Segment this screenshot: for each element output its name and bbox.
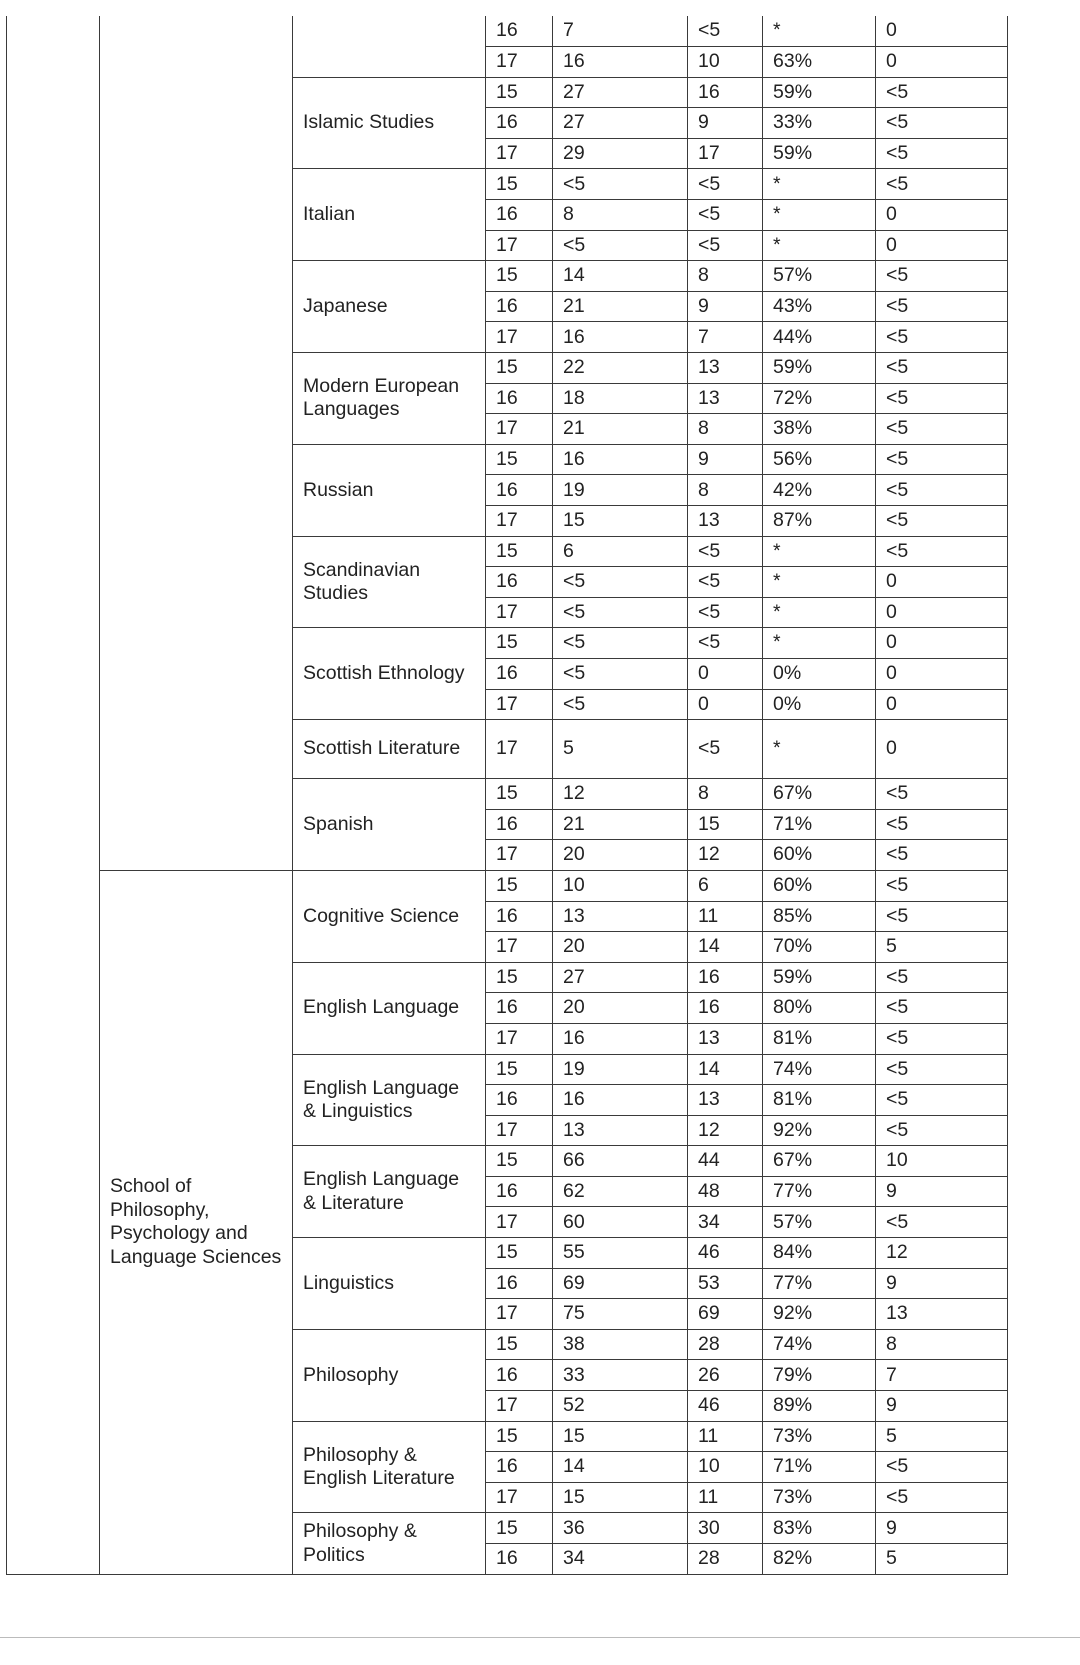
enrolled-cell: <5 bbox=[876, 779, 1008, 810]
offers-cell: 11 bbox=[688, 1421, 763, 1452]
enrolled-cell: 12 bbox=[876, 1238, 1008, 1269]
offers-cell: 28 bbox=[688, 1329, 763, 1360]
offer-rate-cell: 59% bbox=[763, 962, 876, 993]
offers-cell: 10 bbox=[688, 47, 763, 78]
offer-rate-cell: 67% bbox=[763, 1146, 876, 1177]
applications-cell: <5 bbox=[553, 567, 688, 598]
year-cell: 16 bbox=[486, 16, 553, 47]
offers-cell: 69 bbox=[688, 1299, 763, 1330]
year-cell: 15 bbox=[486, 444, 553, 475]
offer-rate-cell: 42% bbox=[763, 475, 876, 506]
offers-cell: 13 bbox=[688, 383, 763, 414]
applications-cell: 5 bbox=[553, 720, 688, 779]
applications-cell: 21 bbox=[553, 809, 688, 840]
enrolled-cell: 0 bbox=[876, 47, 1008, 78]
enrolled-cell: <5 bbox=[876, 108, 1008, 139]
offer-rate-cell: 81% bbox=[763, 1085, 876, 1116]
year-cell: 17 bbox=[486, 506, 553, 537]
offers-cell: <5 bbox=[688, 230, 763, 261]
year-cell: 15 bbox=[486, 1329, 553, 1360]
applications-cell: 27 bbox=[553, 962, 688, 993]
applications-cell: 27 bbox=[553, 108, 688, 139]
offers-cell: 9 bbox=[688, 108, 763, 139]
enrolled-cell: <5 bbox=[876, 444, 1008, 475]
offer-rate-cell: * bbox=[763, 169, 876, 200]
year-cell: 17 bbox=[486, 1482, 553, 1513]
subject-name-cell: Philosophy & Politics bbox=[293, 1513, 486, 1574]
enrolled-cell: 5 bbox=[876, 1544, 1008, 1575]
enrolled-cell: <5 bbox=[876, 1452, 1008, 1483]
applications-cell: 55 bbox=[553, 1238, 688, 1269]
applications-cell: 13 bbox=[553, 1115, 688, 1146]
offers-cell: 48 bbox=[688, 1176, 763, 1207]
subject-name-cell: Russian bbox=[293, 444, 486, 536]
applications-cell: 69 bbox=[553, 1268, 688, 1299]
applications-cell: 20 bbox=[553, 840, 688, 871]
enrolled-cell: <5 bbox=[876, 1115, 1008, 1146]
enrolled-cell: 0 bbox=[876, 720, 1008, 779]
offer-rate-cell: * bbox=[763, 567, 876, 598]
offer-rate-cell: 60% bbox=[763, 840, 876, 871]
offers-cell: <5 bbox=[688, 200, 763, 231]
offer-rate-cell: * bbox=[763, 16, 876, 47]
year-cell: 16 bbox=[486, 993, 553, 1024]
year-cell: 17 bbox=[486, 47, 553, 78]
year-cell: 17 bbox=[486, 720, 553, 779]
offers-cell: 9 bbox=[688, 291, 763, 322]
year-cell: 15 bbox=[486, 353, 553, 384]
offers-cell: 8 bbox=[688, 475, 763, 506]
enrolled-cell: <5 bbox=[876, 414, 1008, 445]
offer-rate-cell: 89% bbox=[763, 1391, 876, 1422]
offer-rate-cell: 70% bbox=[763, 932, 876, 963]
offers-cell: 46 bbox=[688, 1391, 763, 1422]
year-cell: 16 bbox=[486, 1452, 553, 1483]
year-cell: 16 bbox=[486, 1544, 553, 1575]
year-cell: 17 bbox=[486, 322, 553, 353]
year-cell: 16 bbox=[486, 108, 553, 139]
applications-cell: 6 bbox=[553, 536, 688, 567]
offers-cell: 16 bbox=[688, 77, 763, 108]
subject-name-cell bbox=[293, 16, 486, 77]
offers-cell: 13 bbox=[688, 353, 763, 384]
year-cell: 16 bbox=[486, 1085, 553, 1116]
enrolled-cell: <5 bbox=[876, 506, 1008, 537]
enrolled-cell: 9 bbox=[876, 1391, 1008, 1422]
year-cell: 17 bbox=[486, 1299, 553, 1330]
offers-cell: 46 bbox=[688, 1238, 763, 1269]
year-cell: 17 bbox=[486, 414, 553, 445]
applications-cell: 18 bbox=[553, 383, 688, 414]
year-cell: 16 bbox=[486, 567, 553, 598]
subject-name-cell: Modern European Languages bbox=[293, 353, 486, 445]
school-name-cell: School of Philosophy, Psychology and Language Sciences bbox=[100, 870, 293, 1574]
applications-cell: 27 bbox=[553, 77, 688, 108]
year-cell: 16 bbox=[486, 1268, 553, 1299]
offers-cell: <5 bbox=[688, 536, 763, 567]
offers-cell: 7 bbox=[688, 322, 763, 353]
year-cell: 15 bbox=[486, 169, 553, 200]
offer-rate-cell: 77% bbox=[763, 1176, 876, 1207]
offers-cell: <5 bbox=[688, 597, 763, 628]
enrolled-cell: 0 bbox=[876, 16, 1008, 47]
year-cell: 15 bbox=[486, 1421, 553, 1452]
year-cell: 17 bbox=[486, 1023, 553, 1054]
offer-rate-cell: 57% bbox=[763, 261, 876, 292]
offer-rate-cell: * bbox=[763, 720, 876, 779]
year-cell: 17 bbox=[486, 840, 553, 871]
subject-name-cell: Linguistics bbox=[293, 1238, 486, 1330]
offers-cell: 10 bbox=[688, 1452, 763, 1483]
data-table-container bbox=[6, 16, 1008, 1575]
enrolled-cell: <5 bbox=[876, 261, 1008, 292]
applications-cell: 36 bbox=[553, 1513, 688, 1544]
applications-cell: 21 bbox=[553, 291, 688, 322]
year-cell: 17 bbox=[486, 1391, 553, 1422]
applications-cell: 12 bbox=[553, 779, 688, 810]
year-cell: 17 bbox=[486, 932, 553, 963]
subject-name-cell: Spanish bbox=[293, 779, 486, 871]
applications-cell: 8 bbox=[553, 200, 688, 231]
offers-cell: 12 bbox=[688, 1115, 763, 1146]
applications-cell: 66 bbox=[553, 1146, 688, 1177]
offer-rate-cell: 77% bbox=[763, 1268, 876, 1299]
applications-cell: 20 bbox=[553, 932, 688, 963]
offers-cell: 6 bbox=[688, 870, 763, 901]
enrolled-cell: 9 bbox=[876, 1176, 1008, 1207]
year-cell: 16 bbox=[486, 200, 553, 231]
offer-rate-cell: 85% bbox=[763, 901, 876, 932]
year-cell: 17 bbox=[486, 1115, 553, 1146]
applications-cell: 16 bbox=[553, 322, 688, 353]
year-cell: 16 bbox=[486, 809, 553, 840]
table-row bbox=[7, 870, 1008, 901]
year-cell: 17 bbox=[486, 1207, 553, 1238]
applications-cell: 15 bbox=[553, 1482, 688, 1513]
subject-name-cell: English Language bbox=[293, 962, 486, 1054]
applications-cell: 62 bbox=[553, 1176, 688, 1207]
enrolled-cell: <5 bbox=[876, 77, 1008, 108]
year-cell: 15 bbox=[486, 261, 553, 292]
offers-cell: 15 bbox=[688, 809, 763, 840]
enrolled-cell: 5 bbox=[876, 1421, 1008, 1452]
enrolled-cell: 0 bbox=[876, 567, 1008, 598]
enrolled-cell: 0 bbox=[876, 689, 1008, 720]
applications-cell: 16 bbox=[553, 1085, 688, 1116]
school-name-cell bbox=[100, 16, 293, 870]
enrolled-cell: 9 bbox=[876, 1513, 1008, 1544]
offer-rate-cell: * bbox=[763, 597, 876, 628]
enrolled-cell: <5 bbox=[876, 353, 1008, 384]
offers-cell: 12 bbox=[688, 840, 763, 871]
year-cell: 17 bbox=[486, 689, 553, 720]
offers-cell: 0 bbox=[688, 658, 763, 689]
applications-cell: 38 bbox=[553, 1329, 688, 1360]
applications-cell: 7 bbox=[553, 16, 688, 47]
applications-cell: 15 bbox=[553, 506, 688, 537]
enrolled-cell: 9 bbox=[876, 1268, 1008, 1299]
offer-rate-cell: 82% bbox=[763, 1544, 876, 1575]
offer-rate-cell: * bbox=[763, 200, 876, 231]
applications-cell: <5 bbox=[553, 230, 688, 261]
offer-rate-cell: 63% bbox=[763, 47, 876, 78]
applications-cell: <5 bbox=[553, 628, 688, 659]
enrolled-cell: 13 bbox=[876, 1299, 1008, 1330]
year-cell: 16 bbox=[486, 383, 553, 414]
offers-cell: 14 bbox=[688, 932, 763, 963]
offers-cell: 8 bbox=[688, 414, 763, 445]
offer-rate-cell: 84% bbox=[763, 1238, 876, 1269]
enrolled-cell: 0 bbox=[876, 200, 1008, 231]
subject-name-cell: Italian bbox=[293, 169, 486, 261]
year-cell: 15 bbox=[486, 1054, 553, 1085]
offers-cell: 8 bbox=[688, 779, 763, 810]
applications-cell: <5 bbox=[553, 658, 688, 689]
offers-cell: 34 bbox=[688, 1207, 763, 1238]
applications-cell: <5 bbox=[553, 689, 688, 720]
applications-cell: 21 bbox=[553, 414, 688, 445]
enrolled-cell: <5 bbox=[876, 475, 1008, 506]
offers-cell: 30 bbox=[688, 1513, 763, 1544]
offer-rate-cell: * bbox=[763, 230, 876, 261]
applications-cell: 14 bbox=[553, 261, 688, 292]
year-cell: 17 bbox=[486, 138, 553, 169]
offer-rate-cell: 0% bbox=[763, 658, 876, 689]
offer-rate-cell: 44% bbox=[763, 322, 876, 353]
applications-cell: <5 bbox=[553, 597, 688, 628]
year-cell: 15 bbox=[486, 536, 553, 567]
enrolled-cell: <5 bbox=[876, 138, 1008, 169]
offers-cell: <5 bbox=[688, 567, 763, 598]
enrolled-cell: 10 bbox=[876, 1146, 1008, 1177]
year-cell: 15 bbox=[486, 779, 553, 810]
offer-rate-cell: 59% bbox=[763, 138, 876, 169]
college-cell bbox=[7, 16, 100, 1574]
applications-cell: 10 bbox=[553, 870, 688, 901]
enrolled-cell: 0 bbox=[876, 230, 1008, 261]
subject-name-cell: Cognitive Science bbox=[293, 870, 486, 962]
subject-name-cell: Scottish Literature bbox=[293, 720, 486, 779]
enrolled-cell: <5 bbox=[876, 1054, 1008, 1085]
offer-rate-cell: 56% bbox=[763, 444, 876, 475]
applications-cell: 29 bbox=[553, 138, 688, 169]
enrolled-cell: 5 bbox=[876, 932, 1008, 963]
applications-cell: 75 bbox=[553, 1299, 688, 1330]
enrolled-cell: <5 bbox=[876, 809, 1008, 840]
offer-rate-cell: 83% bbox=[763, 1513, 876, 1544]
enrolled-cell: 0 bbox=[876, 597, 1008, 628]
offers-cell: 26 bbox=[688, 1360, 763, 1391]
year-cell: 16 bbox=[486, 475, 553, 506]
applications-cell: 15 bbox=[553, 1421, 688, 1452]
subject-name-cell: Japanese bbox=[293, 261, 486, 353]
enrolled-cell: <5 bbox=[876, 536, 1008, 567]
offers-cell: 16 bbox=[688, 962, 763, 993]
subject-name-cell: English Language & Literature bbox=[293, 1146, 486, 1238]
offers-cell: 0 bbox=[688, 689, 763, 720]
offer-rate-cell: 59% bbox=[763, 77, 876, 108]
enrolled-cell: <5 bbox=[876, 169, 1008, 200]
year-cell: 16 bbox=[486, 901, 553, 932]
enrolled-cell: <5 bbox=[876, 993, 1008, 1024]
enrolled-cell: <5 bbox=[876, 322, 1008, 353]
offer-rate-cell: 67% bbox=[763, 779, 876, 810]
offers-cell: 44 bbox=[688, 1146, 763, 1177]
offers-cell: 11 bbox=[688, 1482, 763, 1513]
applications-cell: <5 bbox=[553, 169, 688, 200]
offer-rate-cell: 87% bbox=[763, 506, 876, 537]
offers-cell: 8 bbox=[688, 261, 763, 292]
offer-rate-cell: 43% bbox=[763, 291, 876, 322]
offers-cell: <5 bbox=[688, 720, 763, 779]
offers-cell: 14 bbox=[688, 1054, 763, 1085]
year-cell: 16 bbox=[486, 1176, 553, 1207]
offer-rate-cell: 71% bbox=[763, 809, 876, 840]
enrolled-cell: <5 bbox=[876, 901, 1008, 932]
enrolled-cell: <5 bbox=[876, 840, 1008, 871]
offer-rate-cell: * bbox=[763, 628, 876, 659]
year-cell: 15 bbox=[486, 1513, 553, 1544]
offer-rate-cell: 0% bbox=[763, 689, 876, 720]
enrolled-cell: 7 bbox=[876, 1360, 1008, 1391]
subject-name-cell: Scandinavian Studies bbox=[293, 536, 486, 628]
enrolled-cell: <5 bbox=[876, 383, 1008, 414]
applications-cell: 19 bbox=[553, 1054, 688, 1085]
subject-name-cell: Scottish Ethnology bbox=[293, 628, 486, 720]
offers-cell: 17 bbox=[688, 138, 763, 169]
applications-cell: 19 bbox=[553, 475, 688, 506]
offer-rate-cell: * bbox=[763, 536, 876, 567]
offers-cell: <5 bbox=[688, 169, 763, 200]
offers-cell: 13 bbox=[688, 506, 763, 537]
year-cell: 15 bbox=[486, 1146, 553, 1177]
offer-rate-cell: 72% bbox=[763, 383, 876, 414]
offers-cell: <5 bbox=[688, 16, 763, 47]
offer-rate-cell: 74% bbox=[763, 1054, 876, 1085]
offer-rate-cell: 60% bbox=[763, 870, 876, 901]
offer-rate-cell: 73% bbox=[763, 1421, 876, 1452]
year-cell: 17 bbox=[486, 597, 553, 628]
offers-cell: 53 bbox=[688, 1268, 763, 1299]
year-cell: 15 bbox=[486, 628, 553, 659]
offer-rate-cell: 73% bbox=[763, 1482, 876, 1513]
offer-rate-cell: 71% bbox=[763, 1452, 876, 1483]
offer-rate-cell: 79% bbox=[763, 1360, 876, 1391]
table-row bbox=[7, 16, 1008, 47]
enrolled-cell: <5 bbox=[876, 1482, 1008, 1513]
year-cell: 15 bbox=[486, 1238, 553, 1269]
enrolled-cell: <5 bbox=[876, 870, 1008, 901]
applications-cell: 16 bbox=[553, 47, 688, 78]
year-cell: 16 bbox=[486, 291, 553, 322]
enrolled-cell: <5 bbox=[876, 1085, 1008, 1116]
page-bottom-rule bbox=[0, 1637, 1080, 1638]
offers-cell: 13 bbox=[688, 1085, 763, 1116]
applications-cell: 52 bbox=[553, 1391, 688, 1422]
enrolled-cell: 0 bbox=[876, 658, 1008, 689]
enrolled-cell: 8 bbox=[876, 1329, 1008, 1360]
offers-cell: 28 bbox=[688, 1544, 763, 1575]
year-cell: 15 bbox=[486, 870, 553, 901]
subject-name-cell: Philosophy & English Literature bbox=[293, 1421, 486, 1513]
year-cell: 15 bbox=[486, 77, 553, 108]
enrolled-cell: <5 bbox=[876, 962, 1008, 993]
applications-cell: 60 bbox=[553, 1207, 688, 1238]
applications-cell: 34 bbox=[553, 1544, 688, 1575]
offer-rate-cell: 57% bbox=[763, 1207, 876, 1238]
offer-rate-cell: 33% bbox=[763, 108, 876, 139]
offer-rate-cell: 81% bbox=[763, 1023, 876, 1054]
subject-name-cell: English Language & Linguistics bbox=[293, 1054, 486, 1146]
enrolled-cell: <5 bbox=[876, 1023, 1008, 1054]
year-cell: 16 bbox=[486, 1360, 553, 1391]
subject-name-cell: Islamic Studies bbox=[293, 77, 486, 169]
applications-cell: 22 bbox=[553, 353, 688, 384]
applications-cell: 16 bbox=[553, 444, 688, 475]
offer-rate-cell: 59% bbox=[763, 353, 876, 384]
applications-cell: 16 bbox=[553, 1023, 688, 1054]
year-cell: 16 bbox=[486, 658, 553, 689]
offers-cell: 9 bbox=[688, 444, 763, 475]
offers-cell: 16 bbox=[688, 993, 763, 1024]
subject-name-cell: Philosophy bbox=[293, 1329, 486, 1421]
admissions-data-table bbox=[6, 16, 1008, 1575]
enrolled-cell: <5 bbox=[876, 1207, 1008, 1238]
offers-cell: <5 bbox=[688, 628, 763, 659]
offers-cell: 13 bbox=[688, 1023, 763, 1054]
applications-cell: 14 bbox=[553, 1452, 688, 1483]
offer-rate-cell: 92% bbox=[763, 1115, 876, 1146]
offer-rate-cell: 92% bbox=[763, 1299, 876, 1330]
offer-rate-cell: 80% bbox=[763, 993, 876, 1024]
applications-cell: 13 bbox=[553, 901, 688, 932]
enrolled-cell: <5 bbox=[876, 291, 1008, 322]
offer-rate-cell: 38% bbox=[763, 414, 876, 445]
applications-cell: 20 bbox=[553, 993, 688, 1024]
year-cell: 15 bbox=[486, 962, 553, 993]
applications-cell: 33 bbox=[553, 1360, 688, 1391]
offers-cell: 11 bbox=[688, 901, 763, 932]
enrolled-cell: 0 bbox=[876, 628, 1008, 659]
offer-rate-cell: 74% bbox=[763, 1329, 876, 1360]
year-cell: 17 bbox=[486, 230, 553, 261]
